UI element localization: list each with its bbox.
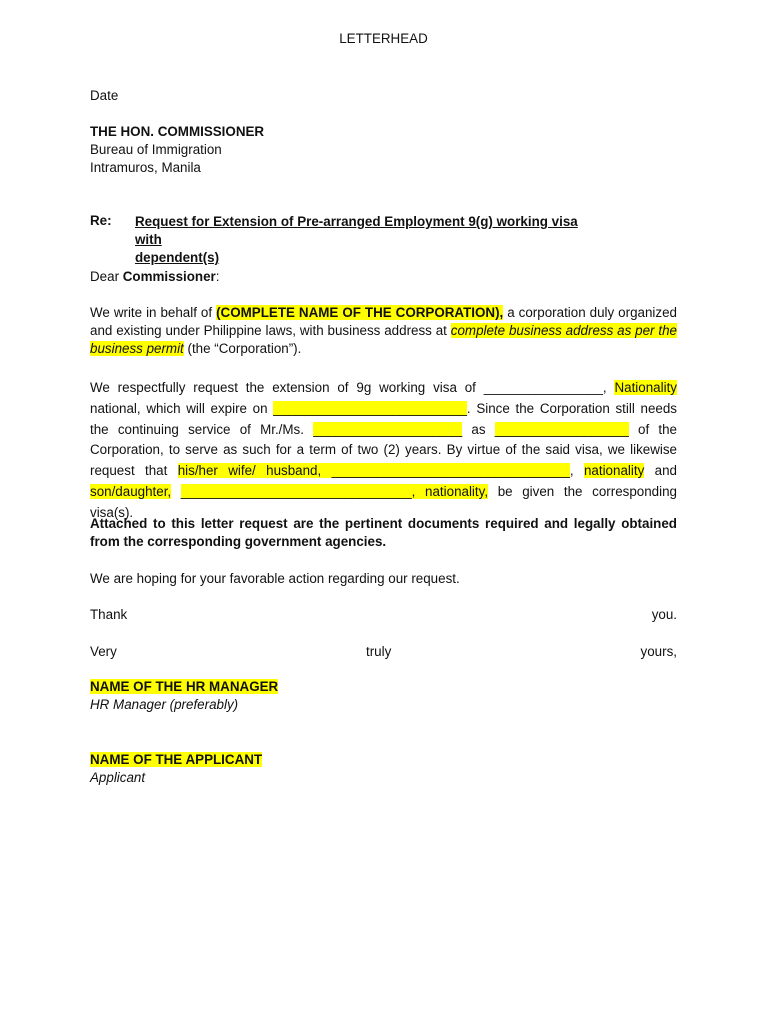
para1-text-2: a corporation duly organized and existing under Philippine laws, with business address at: [90, 305, 677, 338]
applicant-name-placeholder: NAME OF THE APPLICANT: [90, 752, 263, 767]
salutation: [90, 268, 677, 286]
salutation-suffix: :: [215, 269, 220, 284]
closing-very-truly-yours: [90, 643, 677, 661]
paragraph-request: [90, 378, 677, 524]
child-placeholder: son/daughter,: [90, 483, 172, 499]
para2-text-5: as: [462, 421, 495, 437]
spouse-name-blank: ________________________________: [331, 463, 570, 479]
para2-text-4: . Since the Corporation still needs the continuing service of Mr./Ms.: [90, 400, 677, 437]
para1-text-3: (the “Corporation”).: [183, 341, 302, 356]
para2-text-9: [171, 484, 181, 499]
addressee-location: Intramuros, Manila: [90, 160, 201, 175]
re-subject-line-1: Request for Extension of Pre-arranged Employment 9(g) working visa with: [135, 214, 578, 247]
closing-you: you.: [651, 607, 677, 622]
applicant-role: Applicant: [90, 770, 146, 785]
re-subject: [135, 213, 595, 267]
hr-manager-name-placeholder: NAME OF THE HR MANAGER: [90, 679, 279, 694]
re-subject-line-2: dependent(s): [135, 250, 220, 265]
para2-text-3: national, which will expire on: [90, 400, 274, 416]
position-blank: __________________: [494, 421, 629, 437]
re-label: Re:: [90, 213, 112, 228]
child-name-blank: _______________________________: [180, 483, 412, 499]
spouse-placeholder: his/her wife/ husband,: [177, 463, 332, 479]
nationality-placeholder-2: nationality: [583, 463, 645, 479]
para2-text-7: ,: [569, 463, 584, 479]
hr-signature-block: [90, 678, 677, 714]
closing-yours: yours,: [640, 644, 677, 659]
closing-thank: Thank: [90, 607, 128, 622]
nationality-placeholder-3: , nationality,: [411, 483, 489, 499]
para2-text-2: ,: [602, 380, 615, 395]
salutation-name: Commissioner: [122, 269, 216, 284]
paragraph-hoping: We are hoping for your favorable action regarding our request.: [90, 571, 460, 586]
para1-text-1: We write in behalf of: [90, 305, 217, 320]
paragraph-attachments: Attached to this letter request are the pertinent documents required and legally obtained from the corresponding government agencies.: [90, 516, 677, 549]
para2-text-1: We respectfully request the extension of 9g working visa of: [90, 380, 484, 395]
hr-manager-role: HR Manager (preferably): [90, 697, 239, 712]
closing-thank-you: [90, 606, 677, 624]
business-address-placeholder: complete business address as per the business permit: [90, 323, 677, 356]
salutation-prefix: Dear: [90, 269, 123, 284]
nationality-placeholder-1: Nationality: [614, 380, 677, 395]
para2-text-10: be given the corresponding visa(s).: [90, 483, 677, 520]
applicant-signature-block: [90, 751, 677, 787]
paragraph-intro: [90, 304, 677, 358]
addressee-office: Bureau of Immigration: [90, 142, 222, 157]
para2-text-6: of the Corporation, to serve as such for a term of two (2) years. By virtue of the said visa, we likewise request that: [90, 421, 678, 479]
expiry-date-blank: __________________________: [273, 400, 467, 416]
applicant-name-blank: ________________: [483, 380, 603, 395]
addressee-block: [90, 123, 677, 177]
corporation-name-placeholder: (COMPLETE NAME OF THE CORPORATION),: [216, 305, 504, 320]
date-line: Date: [90, 88, 119, 103]
letterhead: LETTERHEAD: [339, 31, 428, 46]
closing-very: Very: [90, 644, 117, 659]
closing-truly: truly: [366, 644, 392, 659]
employee-name-blank: ____________________: [313, 421, 463, 437]
addressee-title: THE HON. COMMISSIONER: [90, 124, 265, 139]
para2-text-8: and: [644, 463, 677, 479]
